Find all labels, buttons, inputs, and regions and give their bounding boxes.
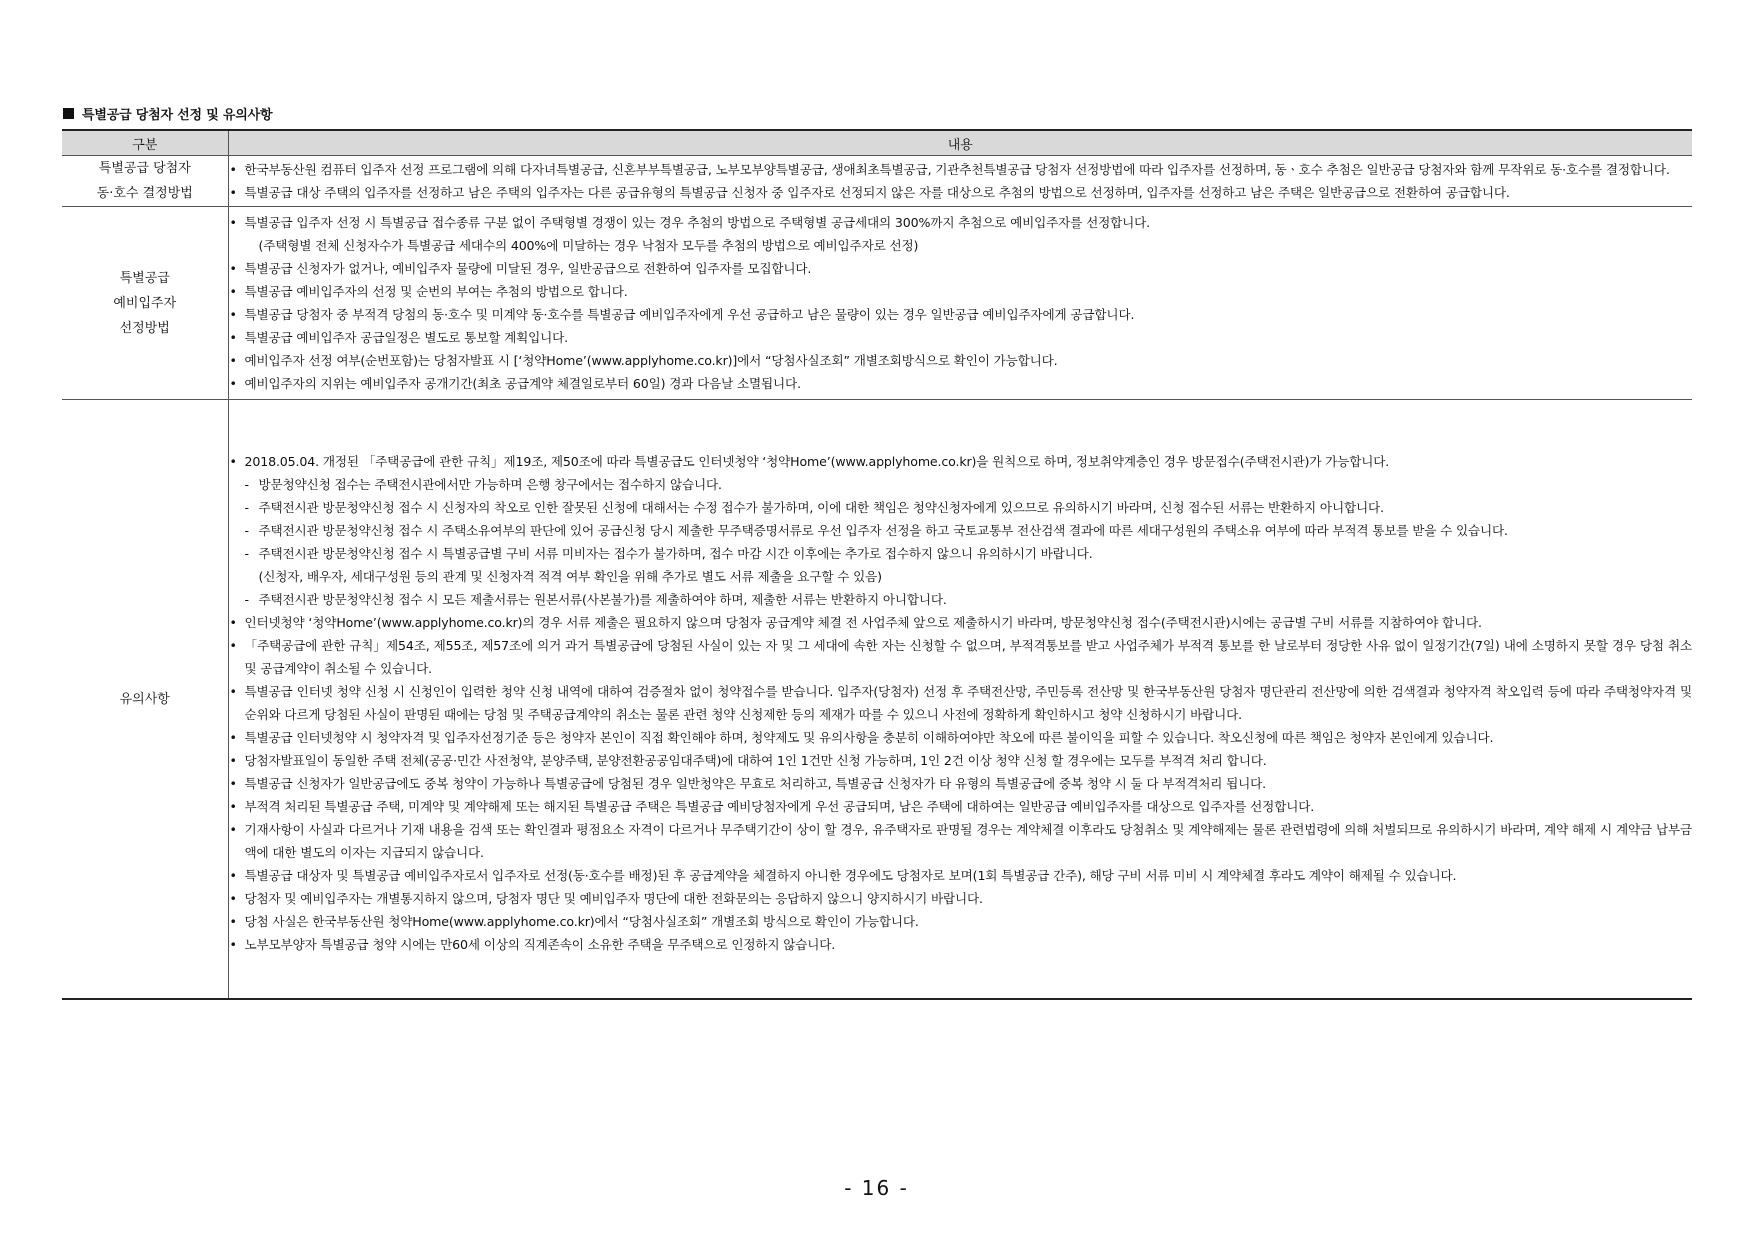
bullet-item: • 특별공급 예비입주자의 선정 및 순번의 부여는 추첨의 방법으로 합니다. — [229, 280, 1693, 303]
section-title — [63, 104, 272, 123]
bullet-item: • 특별공급 신청자가 없거나, 예비입주자 물량에 미달된 경우, 일반공급으로 전환하여 입주자를 모집합니다. — [229, 257, 1693, 280]
section-title-text: 특별공급 당첨자 선정 및 유의사항 — [82, 108, 273, 123]
bullet-item: • 예비입주자 선정 여부(순번포함)는 당첨자발표 시 [‘청약Home’(www.applyhome.co.kr)]에서 “당첨사실조회” 개별조회방식으로 확인이 가능합니다. — [229, 349, 1693, 372]
content-list — [229, 158, 1693, 204]
content-list — [229, 450, 1693, 956]
row-category-line: 유의사항 — [119, 691, 170, 707]
row-category-cell — [62, 400, 228, 1000]
notice-table — [62, 129, 1692, 1000]
bullet-item: • 특별공급 인터넷 청약 신청 시 신청인이 입력한 청약 신청 내역에 대하여 검증절차 없이 청약접수를 받습니다. 입주자(당첨자) 선정 후 주택전산망, 주민등록 전산망 및 한국부동산원 당첨자 명단관리 전산망에 의한 검색결과 청약자격 착오입력 등에 따라 주택청약자격 및 순위와 다르게 당첨된 사실이 판명된 때에는 당첨 및 주택공급계약의 취소는 물론 관련 청약 신청제한 등의 제재가 따를 수 있으니 사전에 정확하게 확인하시고 청약 신청하시기 바랍니다. — [229, 680, 1693, 726]
header-category: 구분 — [62, 130, 228, 156]
row-content-cell — [228, 400, 1692, 1000]
dash-sub-item: - 주택전시관 방문청약신청 접수 시 특별공급별 구비 서류 미비자는 접수가 불가하며, 접수 마감 시간 이후에는 추가로 접수하지 않으니 유의하시기 바랍니다. — [229, 542, 1693, 565]
row-category-line: 예비입주자 — [113, 295, 177, 311]
bullet-item: • 인터넷청약 ‘청약Home’(www.applyhome.co.kr)의 경우 서류 제출은 필요하지 않으며 당첨자 공급계약 체결 전 사업주체 앞으로 제출하시기 바라며, 방문청약신청 접수(주택전시관)시에는 공급별 구비 서류를 지참하여야 합니다. — [229, 611, 1693, 634]
bullet-item: • 특별공급 대상자 및 특별공급 예비입주자로서 입주자로 선정(동·호수를 배정)된 후 공급계약을 체결하지 아니한 경우에도 당첨자로 보며(1회 특별공급 간주), 해당 구비 서류 미비 시 계약체결 후라도 계약이 해제될 수 있습니다. — [229, 864, 1693, 887]
bullet-item: • 당첨 사실은 한국부동산원 청약Home(www.applyhome.co.kr)에서 “당첨사실조회” 개별조회 방식으로 확인이 가능합니다. — [229, 910, 1693, 933]
table-row — [62, 156, 1692, 207]
bullet-item: • 부적격 처리된 특별공급 주택, 미계약 및 계약해제 또는 해지된 특별공급 주택은 특별공급 예비당첨자에게 우선 공급되며, 남은 주택에 대하여는 일반공급 예비입주자를 대상으로 입주자를 선정합니다. — [229, 795, 1693, 818]
bullet-item: • 기재사항이 사실과 다르거나 기재 내용을 검색 또는 확인결과 평점요소 자격이 다르거나 무주택기간이 상이 할 경우, 유주택자로 판명될 경우는 계약체결 이후라도 당첨취소 및 계약해제는 물론 관련법령에 의해 처벌되므로 유의하시기 바라며, 계약 해제 시 계약금 납부금액에 대한 별도의 이자는 지급되지 않습니다. — [229, 818, 1693, 864]
row-content-cell — [228, 207, 1692, 400]
square-bullet-icon — [63, 108, 74, 119]
bullet-item: • 특별공급 당첨자 중 부적격 당첨의 동·호수 및 미계약 동·호수를 특별공급 예비입주자에게 우선 공급하고 남은 물량이 있는 경우 일반공급 예비입주자에게 공급합니다. — [229, 303, 1693, 326]
bullet-item: • 특별공급 신청자가 일반공급에도 중복 청약이 가능하나 특별공급에 당첨된 경우 일반청약은 무효로 처리하고, 특별공급 신청자가 타 유형의 특별공급에 중복 청약 시 둘 다 부적격처리 됩니다. — [229, 772, 1693, 795]
bullet-item: • 한국부동산원 컴퓨터 입주자 선정 프로그램에 의해 다자녀특별공급, 신혼부부특별공급, 노부모부양특별공급, 생애최초특별공급, 기관추천특별공급 당첨자 선정방법에 따라 입주자를 선정하며, 동ㆍ호수 추첨은 일반공급 당첨자와 함께 무작위로 동·호수를 결정합니다. — [229, 158, 1693, 181]
content-list — [229, 211, 1693, 395]
page-number: - 16 - — [844, 1176, 909, 1200]
row-content-cell — [228, 156, 1692, 207]
row-category-cell — [62, 207, 228, 400]
table-row — [62, 207, 1692, 400]
row-category-line: 특별공급 당첨자 — [98, 161, 191, 176]
bullet-item: • 2018.05.04. 개정된 「주택공급에 관한 규칙」제19조, 제50조에 따라 특별공급도 인터넷청약 ‘청약Home’(www.applyhome.co.kr)을 원칙으로 하며, 정보취약계층인 경우 방문접수(주택전시관)가 가능합니다. — [229, 450, 1693, 473]
dash-sub-item: - 방문청약신청 접수는 주택전시관에서만 가능하며 은행 창구에서는 접수하지 않습니다. — [229, 473, 1693, 496]
bullet-item: • 특별공급 대상 주택의 입주자를 선정하고 남은 주택의 입주자는 다른 공급유형의 특별공급 신청자 중 입주자로 선정되지 않은 자를 대상으로 추첨의 방법으로 선정하며, 입주자를 선정하고 남은 주택은 일반공급으로 전환하여 공급합니다. — [229, 181, 1693, 204]
note-item: (신청자, 배우자, 세대구성원 등의 관계 및 신청자격 적격 여부 확인을 위해 추가로 별도 서류 제출을 요구할 수 있음) — [258, 569, 882, 584]
dash-sub-item: - 주택전시관 방문청약신청 접수 시 주택소유여부의 판단에 있어 공급신청 당시 제출한 무주택증명서류로 우선 입주자 선정을 하고 국토교통부 전산검색 결과에 따른 세대구성원의 주택소유 여부에 따라 부적격 통보를 받을 수 있습니다. — [229, 519, 1693, 542]
table-body — [62, 156, 1692, 1000]
dash-sub-item: - 주택전시관 방문청약신청 접수 시 모든 제출서류는 원본서류(사본불가)를 제출하여야 하며, 제출한 서류는 반환하지 아니합니다. — [229, 588, 1693, 611]
dash-sub-item: - 주택전시관 방문청약신청 접수 시 신청자의 착오로 인한 잘못된 신청에 대해서는 수정 접수가 불가하며, 이에 대한 책임은 청약신청자에게 있으므로 유의하시기 바라며, 신청 접수된 서류는 반환하지 아니합니다. — [229, 496, 1693, 519]
header-content: 내용 — [228, 130, 1692, 156]
bullet-item: • 노부모부양자 특별공급 청약 시에는 만60세 이상의 직계존속이 소유한 주택을 무주택으로 인정하지 않습니다. — [229, 933, 1693, 956]
row-category-line: 선정방법 — [119, 320, 170, 336]
bullet-item: • 특별공급 입주자 선정 시 특별공급 접수종류 구분 없이 주택형별 경쟁이 있는 경우 추첨의 방법으로 주택형별 공급세대의 300%까지 추첨으로 예비입주자를 선정합니다. — [229, 211, 1693, 234]
bullet-item: • 「주택공급에 관한 규칙」제54조, 제55조, 제57조에 의거 과거 특별공급에 당첨된 사실이 있는 자 및 그 세대에 속한 자는 신청할 수 없으며, 부적격통보를 받고 사업주체가 부적격 통보를 한 날로부터 정당한 사유 없이 일정기간(7일) 내에 소명하지 못할 경우 당첨 취소 및 공급계약이 취소될 수 있습니다. — [229, 634, 1693, 680]
bullet-item: • 예비입주자의 지위는 예비입주자 공개기간(최초 공급계약 체결일로부터 60일) 경과 다음날 소멸됩니다. — [229, 372, 1693, 395]
bullet-item: • 당첨자 및 예비입주자는 개별통지하지 않으며, 당첨자 명단 및 예비입주자 명단에 대한 전화문의는 응답하지 않으니 양지하시기 바랍니다. — [229, 887, 1693, 910]
bullet-item: • 특별공급 예비입주자 공급일정은 별도로 통보할 계획입니다. — [229, 326, 1693, 349]
bullet-item: • 특별공급 인터넷청약 시 청약자격 및 입주자선정기준 등은 청약자 본인이 직접 확인해야 하며, 청약제도 및 유의사항을 충분히 이해하여야만 착오에 따른 불이익을 피할 수 있습니다. 착오신청에 따른 책임은 청약자 본인에게 있습니다. — [229, 726, 1693, 749]
table-header-row — [62, 130, 1692, 156]
row-category-line: 특별공급 — [119, 270, 170, 286]
bullet-item: • 당첨자발표일이 동일한 주택 전체(공공·민간 사전청약, 분양주택, 분양전환공공임대주택)에 대하여 1인 1건만 신청 가능하며, 1인 2건 이상 청약 신청 할 경우에는 모두를 부적격 처리 합니다. — [229, 749, 1693, 772]
table-row — [62, 400, 1692, 1000]
note-item: (주택형별 전체 신청자수가 특별공급 세대수의 400%에 미달하는 경우 낙첨자 모두를 추첨의 방법으로 예비입주자로 선정) — [258, 238, 919, 253]
row-category-line: 동·호수 결정방법 — [96, 186, 193, 201]
row-category-cell — [62, 156, 228, 207]
